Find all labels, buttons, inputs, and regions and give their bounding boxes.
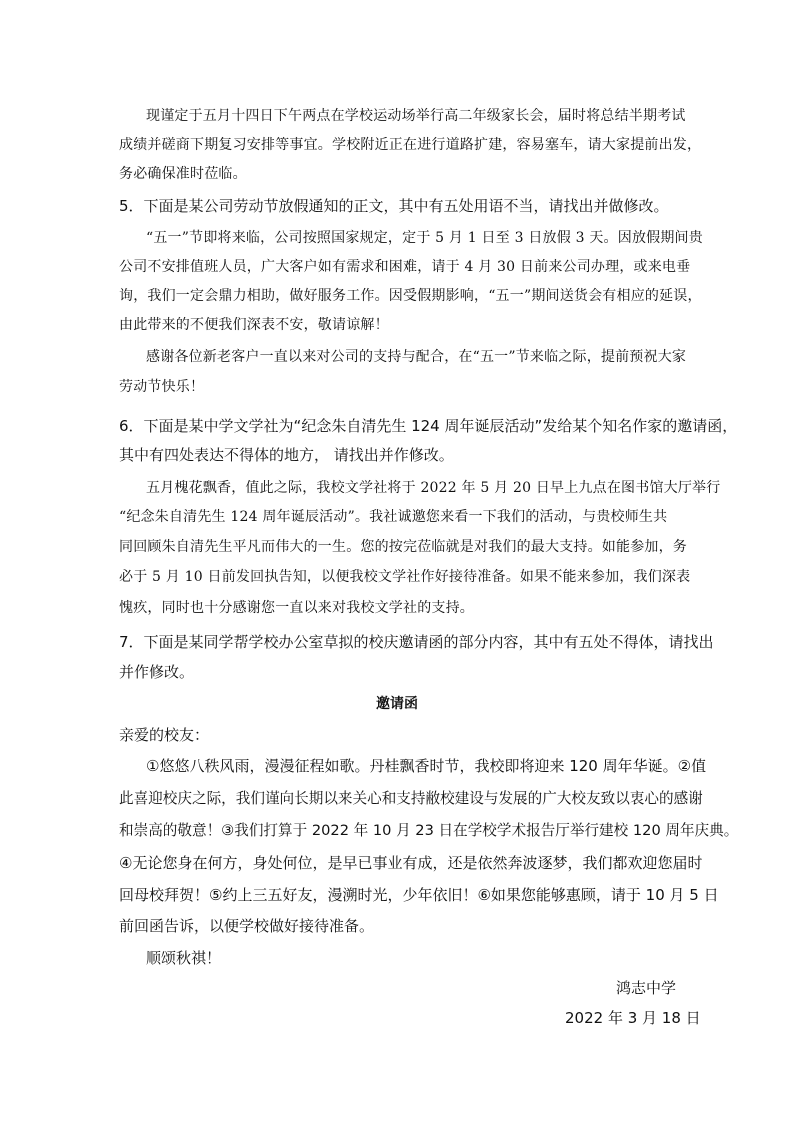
invitation-signature: 鸿志中学 — [616, 979, 677, 997]
question-7-prompt: 并作修改。 — [119, 663, 195, 681]
paragraph-line: 同回顾朱自清先生平凡而伟大的一生。您的按完莅临就是对我们的最大支持。如能参加，务 — [119, 539, 687, 555]
invitation-body-line: 和崇高的敬意！③我们打算于 2022 年 10 月 23 日在学校学术报告厅举行建校 120 周年庆典。 — [119, 822, 739, 839]
paragraph-line: 感谢各位新老客户一直以来对公司的支持与配合，在“五一”节来临之际，提前预祝大家 — [146, 349, 687, 365]
paragraph-line: “纪念朱自清先生 124 周年诞辰活动”。我社诚邀您来看一下我们的活动，与贵校师生共 — [119, 509, 668, 525]
invitation-body-line: ①悠悠八秩风雨，漫漫征程如歌。丹桂飘香时节，我校即将迎来 120 周年华诞。②值 — [146, 757, 707, 775]
invitation-body-line: ④无论您身在何方，身处何位，是早已事业有成，还是依然奔波逐梦，我们都欢迎您届时 — [119, 854, 703, 872]
invitation-body-line: 前回函告诉，以便学校做好接待准备。 — [119, 917, 375, 935]
paragraph-line: 愧疚，同时也十分感谢您一直以来对我校文学社的支持。 — [119, 600, 474, 616]
question-5-prompt: 5．下面是某公司劳动节放假通知的正文，其中有五处用语不当，请找出并做修改。 — [119, 197, 669, 215]
invitation-body-line: 回母校拜贺！⑤约上三五好友，漫溯时光，少年依旧！⑥如果您能够惠顾，请于 10 月 5 日 — [119, 886, 719, 904]
paragraph-line: “五一”节即将来临，公司按照国家规定，定于 5 月 1 日至 3 日放假 3 天。因放假期间贵 — [146, 230, 703, 246]
paragraph-line: 务必确保准时莅临。 — [119, 166, 247, 182]
paragraph-line: 由此带来的不便我们深表不安，敬请谅解！ — [119, 317, 389, 333]
paragraph-line: 成绩并磋商下期复习安排等事宜。学校附近正在进行道路扩建，容易塞车，请大家提前出发， — [119, 137, 702, 153]
paragraph-line: 必于 5 月 10 日前发回执告知，以便我校文学社作好接待准备。如果不能来参加，我们深表 — [119, 569, 691, 585]
question-6-prompt: 其中有四处表达不得体的地方， 请找出并作修改。 — [119, 446, 454, 464]
paragraph-line: 现谨定于五月十四日下午两点在学校运动场举行高二年级家长会，届时将总结半期考试 — [146, 108, 686, 124]
question-6-prompt: 6．下面是某中学文学社为“纪念朱自清先生 124 周年诞辰活动”发给某个知名作家的邀请函， — [119, 417, 738, 435]
invitation-date: 2022 年 3 月 18 日 — [565, 1009, 701, 1027]
paragraph-line: 五月槐花飘香，值此之际，我校文学社将于 2022 年 5 月 20 日早上九点在图书馆大厅举行 — [146, 480, 721, 496]
invitation-title: 邀请函 — [376, 696, 418, 712]
paragraph-line: 劳动节快乐！ — [119, 379, 205, 395]
paragraph-line: 公司不安排值班人员，广大客户如有需求和困难，请于 4 月 30 日前来公司办理，或来电垂 — [119, 259, 691, 275]
invitation-body-line: 此喜迎校庆之际，我们谨向长期以来关心和支持敝校建设与发展的广大校友致以衷心的感谢 — [119, 790, 703, 807]
question-7-prompt: 7．下面是某同学帮学校办公室草拟的校庆邀请函的部分内容，其中有五处不得体，请找出 — [119, 633, 714, 651]
invitation-greeting: 亲爱的校友： — [119, 726, 210, 744]
paragraph-line: 询，我们一定会鼎力相助，做好服务工作。因受假期影响，“五一”期间送货会有相应的延误， — [119, 288, 702, 304]
invitation-closing: 顺颂秋祺！ — [146, 949, 222, 967]
